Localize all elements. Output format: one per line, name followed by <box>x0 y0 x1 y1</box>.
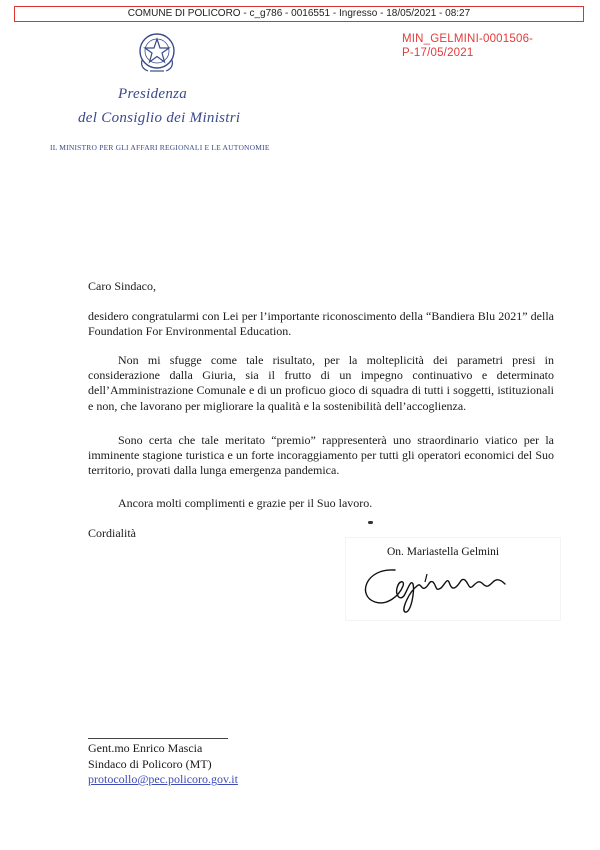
letterhead-presidenza: Presidenza <box>118 86 188 102</box>
letter-paragraph: desidero congratularmi con Lei per l’importante riconoscimento della “Bandiera Blu 2021” della Foundation For Environmental Education. <box>88 309 554 339</box>
letter-salutation: Caro Sindaco, <box>88 279 156 293</box>
letter-closing: Cordialità <box>88 526 136 540</box>
recipient-block <box>88 741 238 788</box>
letter-paragraph: Sono certa che tale meritato “premio” rappresenterà uno straordinario viatico per la imminente stagione turistica e un forte incoraggiamento per tutti gli operatori economici del Suo territorio, provati dalla lunga emergenza pandemica. <box>88 433 554 478</box>
letter-paragraph: Non mi sfugge come tale risultato, per la molteplicità dei parametri presi in considerazione dalla Giuria, sia il frutto di un impegno continuativo e determinato dell’Amministrazione Comunale e di un proficuo gioco di squadra di tutti i soggetti, istituzionali e non, che lavorano per migliorare la qualità e la sostenibilità dell’accoglienza. <box>88 353 554 413</box>
letterhead-ministro: IL MINISTRO PER GLI AFFARI REGIONALI E LE AUTONOMIE <box>50 143 270 152</box>
recipient-title: Sindaco di Policoro (MT) <box>88 756 212 771</box>
signatory-name: On. Mariastella Gelmini <box>387 546 500 558</box>
recipient-email-link[interactable]: protocollo@pec.policoro.gov.it <box>88 772 238 786</box>
document-id <box>402 32 562 60</box>
document-id-line1: MIN_GELMINI-0001506- <box>402 33 534 45</box>
letterhead-consiglio: del Consiglio dei Ministri <box>78 110 241 126</box>
document-id-line2: P-17/05/2021 <box>402 47 474 59</box>
protocol-stamp: COMUNE DI POLICORO - c_g786 - 0016551 - Ingresso - 18/05/2021 - 08:27 <box>14 6 584 22</box>
italian-republic-emblem-icon <box>136 30 178 74</box>
handwritten-signature-icon <box>355 556 535 618</box>
recipient-name: Gent.mo Enrico Mascia <box>88 741 203 755</box>
divider <box>88 738 228 739</box>
ink-mark <box>368 521 373 524</box>
letter-paragraph: Ancora molti complimenti e grazie per il Suo lavoro. <box>118 496 373 510</box>
